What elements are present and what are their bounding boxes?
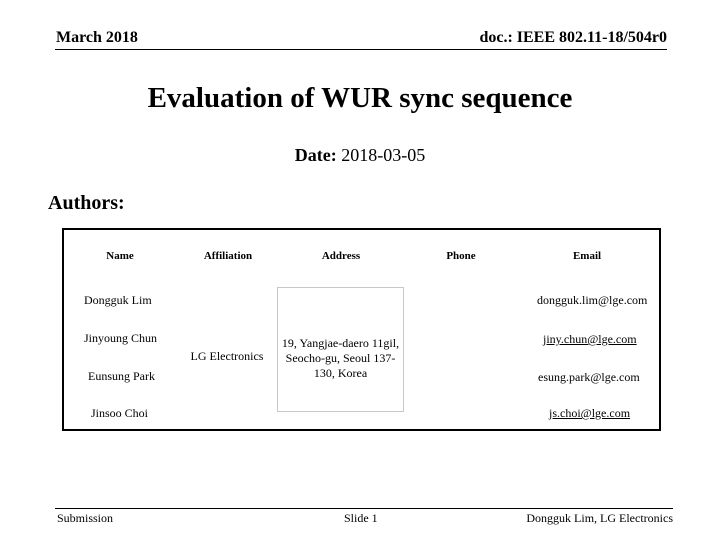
date-label: Date: — [294, 145, 337, 165]
author-email-4[interactable]: js.choi@lge.com — [549, 406, 631, 420]
header-doc-number: doc.: IEEE 802.11-18/504r0 — [479, 29, 667, 46]
footer-author: Dongguk Lim, LG Electronics — [526, 511, 673, 525]
date-value: 2018-03-05 — [341, 145, 426, 165]
header-rule — [55, 49, 667, 50]
author-affiliation: LG Electronics — [190, 349, 264, 363]
header-address: Address — [321, 250, 361, 262]
footer-slide-number: Slide 1 — [344, 511, 378, 525]
footer-rule — [55, 508, 673, 509]
date-line — [0, 145, 720, 166]
author-email-2[interactable]: jiny.chun@lge.com — [543, 332, 637, 346]
header-email: Email — [572, 250, 602, 262]
header-date: March 2018 — [56, 29, 138, 46]
authors-label: Authors: — [48, 192, 125, 214]
author-address: 19, Yangjae-daero 11gil, Seocho-gu, Seoul 137-130, Korea — [281, 336, 400, 380]
header-phone: Phone — [446, 250, 476, 262]
author-email-1: dongguk.lim@lge.com — [537, 293, 648, 307]
footer-submission: Submission — [57, 511, 114, 525]
author-email-3: esung.park@lge.com — [538, 370, 640, 384]
author-name-3: Eunsung Park — [88, 369, 155, 383]
header-name: Name — [106, 250, 134, 262]
header-affiliation: Affiliation — [203, 250, 253, 262]
slide-title: Evaluation of WUR sync sequence — [147, 82, 573, 114]
author-name-1: Dongguk Lim — [84, 293, 152, 307]
author-name-4: Jinsoo Choi — [91, 406, 149, 420]
author-name-2: Jinyoung Chun — [84, 331, 158, 345]
